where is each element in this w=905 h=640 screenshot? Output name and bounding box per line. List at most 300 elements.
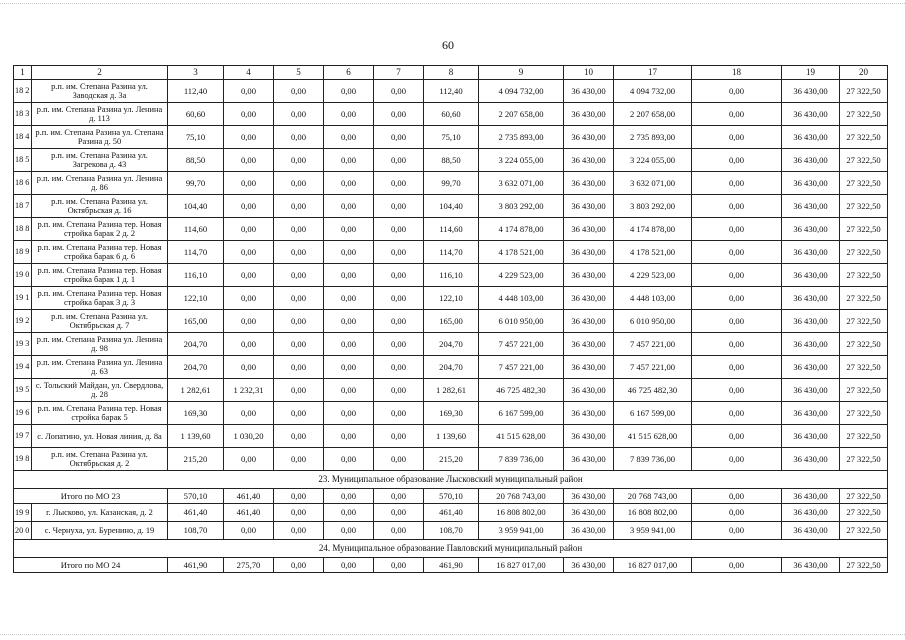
total-label: Итого по МО 23 — [14, 489, 168, 504]
total-value-cell: 0,00 — [692, 558, 782, 573]
total-value-cell: 0,00 — [274, 558, 324, 573]
total-value-cell: 16 827 017,00 — [614, 558, 692, 573]
value-cell: 204,70 — [168, 356, 224, 379]
value-cell: 0,00 — [692, 504, 782, 522]
value-cell: 46 725 482,30 — [479, 379, 564, 402]
value-cell: 27 322,50 — [840, 264, 888, 287]
value-cell: 27 322,50 — [840, 195, 888, 218]
value-cell: 108,70 — [424, 522, 479, 540]
section-heading-row — [14, 540, 888, 558]
address-cell: р.п. им. Степана Разина тер. Новая стройка барак 1 д. 1 — [32, 264, 168, 287]
value-cell: 0,00 — [692, 103, 782, 126]
value-cell: 27 322,50 — [840, 287, 888, 310]
value-cell: 0,00 — [324, 333, 374, 356]
value-cell: 6 010 950,00 — [614, 310, 692, 333]
column-header-cell: 20 — [840, 66, 888, 80]
value-cell: 0,00 — [374, 195, 424, 218]
column-header-cell: 3 — [168, 66, 224, 80]
address-cell: р.п. им. Степана Разина ул. Загрекова д. 43 — [32, 149, 168, 172]
value-cell: 108,70 — [168, 522, 224, 540]
value-cell: 36 430,00 — [564, 333, 614, 356]
row-number-cell: 19 1 — [14, 287, 32, 310]
value-cell: 0,00 — [692, 80, 782, 103]
value-cell: 4 174 878,00 — [614, 218, 692, 241]
total-value-cell: 0,00 — [374, 558, 424, 573]
scan-edge-top — [0, 3, 905, 4]
value-cell: 215,20 — [424, 448, 479, 471]
table-row — [14, 379, 888, 402]
value-cell: 0,00 — [274, 126, 324, 149]
value-cell: 3 803 292,00 — [479, 195, 564, 218]
value-cell: 0,00 — [692, 379, 782, 402]
value-cell: 0,00 — [274, 241, 324, 264]
value-cell: 2 735 893,00 — [614, 126, 692, 149]
value-cell: 0,00 — [692, 333, 782, 356]
value-cell: 27 322,50 — [840, 310, 888, 333]
value-cell: 0,00 — [274, 103, 324, 126]
value-cell: 36 430,00 — [564, 356, 614, 379]
value-cell: 0,00 — [274, 425, 324, 448]
value-cell: 16 808 802,00 — [479, 504, 564, 522]
value-cell: 0,00 — [324, 425, 374, 448]
value-cell: 4 448 103,00 — [479, 287, 564, 310]
value-cell: 0,00 — [374, 504, 424, 522]
value-cell: 36 430,00 — [564, 241, 614, 264]
value-cell: 3 959 941,00 — [479, 522, 564, 540]
value-cell: 6 167 599,00 — [614, 402, 692, 425]
column-header-cell: 6 — [324, 66, 374, 80]
value-cell: 36 430,00 — [782, 149, 840, 172]
value-cell: 0,00 — [692, 172, 782, 195]
value-cell: 0,00 — [374, 522, 424, 540]
address-cell: р.п. им. Степана Разина тер. Новая стройка барак 5 — [32, 402, 168, 425]
value-cell: 0,00 — [324, 379, 374, 402]
table-row — [14, 241, 888, 264]
value-cell: 36 430,00 — [564, 379, 614, 402]
value-cell: 0,00 — [324, 149, 374, 172]
address-cell: с. Тольский Майдан, ул. Свердлова, д. 28 — [32, 379, 168, 402]
value-cell: 0,00 — [274, 195, 324, 218]
value-cell: 36 430,00 — [564, 522, 614, 540]
row-number-cell: 19 3 — [14, 333, 32, 356]
value-cell: 1 139,60 — [168, 425, 224, 448]
value-cell: 36 430,00 — [782, 264, 840, 287]
value-cell: 3 632 071,00 — [479, 172, 564, 195]
value-cell: 7 457 221,00 — [614, 356, 692, 379]
value-cell: 36 430,00 — [564, 172, 614, 195]
table-row — [14, 218, 888, 241]
value-cell: 4 229 523,00 — [614, 264, 692, 287]
value-cell: 0,00 — [324, 356, 374, 379]
value-cell: 27 322,50 — [840, 448, 888, 471]
value-cell: 36 430,00 — [782, 379, 840, 402]
value-cell: 0,00 — [324, 241, 374, 264]
value-cell: 165,00 — [424, 310, 479, 333]
value-cell: 4 448 103,00 — [614, 287, 692, 310]
address-cell: р.п. им. Степана Разина тер. Новая стройка барак 3 д. 3 — [32, 287, 168, 310]
value-cell: 0,00 — [224, 126, 274, 149]
value-cell: 27 322,50 — [840, 241, 888, 264]
address-cell: р.п. им. Степана Разина ул. Заводская д. 3а — [32, 80, 168, 103]
value-cell: 36 430,00 — [782, 241, 840, 264]
value-cell: 114,60 — [424, 218, 479, 241]
value-cell: 4 094 732,00 — [614, 80, 692, 103]
value-cell: 0,00 — [374, 333, 424, 356]
total-value-cell: 27 322,50 — [840, 489, 888, 504]
value-cell: 112,40 — [424, 80, 479, 103]
value-cell: 0,00 — [274, 504, 324, 522]
value-cell: 0,00 — [224, 103, 274, 126]
total-value-cell: 461,40 — [224, 489, 274, 504]
table-row — [14, 103, 888, 126]
value-cell: 122,10 — [168, 287, 224, 310]
column-header-cell: 4 — [224, 66, 274, 80]
value-cell: 0,00 — [324, 218, 374, 241]
column-header-cell: 7 — [374, 66, 424, 80]
table-row — [14, 149, 888, 172]
address-cell: р.п. им. Степана Разина ул. Ленина д. 98 — [32, 333, 168, 356]
value-cell: 88,50 — [424, 149, 479, 172]
value-cell: 27 322,50 — [840, 425, 888, 448]
total-value-cell: 36 430,00 — [564, 489, 614, 504]
value-cell: 0,00 — [374, 80, 424, 103]
value-cell: 36 430,00 — [782, 80, 840, 103]
value-cell: 4 178 521,00 — [614, 241, 692, 264]
value-cell: 6 167 599,00 — [479, 402, 564, 425]
value-cell: 36 430,00 — [782, 310, 840, 333]
value-cell: 0,00 — [324, 287, 374, 310]
value-cell: 75,10 — [168, 126, 224, 149]
total-value-cell: 0,00 — [692, 489, 782, 504]
value-cell: 0,00 — [274, 80, 324, 103]
value-cell: 0,00 — [224, 195, 274, 218]
value-cell: 88,50 — [168, 149, 224, 172]
row-number-cell: 18 7 — [14, 195, 32, 218]
address-cell: р.п. им. Степана Разина ул. Ленина д. 113 — [32, 103, 168, 126]
total-value-cell: 0,00 — [374, 489, 424, 504]
row-number-cell: 20 0 — [14, 522, 32, 540]
value-cell: 0,00 — [274, 172, 324, 195]
value-cell: 36 430,00 — [782, 333, 840, 356]
value-cell: 169,30 — [168, 402, 224, 425]
table-row — [14, 448, 888, 471]
value-cell: 0,00 — [692, 241, 782, 264]
value-cell: 0,00 — [374, 218, 424, 241]
row-number-cell: 19 9 — [14, 504, 32, 522]
value-cell: 0,00 — [692, 425, 782, 448]
value-cell: 41 515 628,00 — [479, 425, 564, 448]
value-cell: 0,00 — [374, 126, 424, 149]
value-cell: 0,00 — [692, 287, 782, 310]
value-cell: 36 430,00 — [564, 448, 614, 471]
column-header-cell: 5 — [274, 66, 324, 80]
column-header-cell: 17 — [614, 66, 692, 80]
total-row — [14, 558, 888, 573]
value-cell: 1 139,60 — [424, 425, 479, 448]
table-row — [14, 504, 888, 522]
value-cell: 27 322,50 — [840, 80, 888, 103]
row-number-cell: 18 6 — [14, 172, 32, 195]
table-row — [14, 522, 888, 540]
value-cell: 36 430,00 — [564, 126, 614, 149]
total-value-cell: 27 322,50 — [840, 558, 888, 573]
value-cell: 36 430,00 — [782, 522, 840, 540]
address-cell: р.п. им. Степана Разина ул. Степана Разина д. 50 — [32, 126, 168, 149]
address-cell: с. Чернуха, ул. Буренино, д. 19 — [32, 522, 168, 540]
value-cell: 0,00 — [324, 172, 374, 195]
value-cell: 0,00 — [374, 264, 424, 287]
value-cell: 3 224 055,00 — [614, 149, 692, 172]
section-heading: 24. Муниципальное образование Павловский муниципальный район — [14, 540, 888, 558]
value-cell: 4 094 732,00 — [479, 80, 564, 103]
address-cell: р.п. им. Степана Разина тер. Новая стройка барак 6 д. 6 — [32, 241, 168, 264]
total-value-cell: 275,70 — [224, 558, 274, 573]
value-cell: 36 430,00 — [782, 103, 840, 126]
value-cell: 0,00 — [274, 379, 324, 402]
total-value-cell: 0,00 — [274, 489, 324, 504]
value-cell: 215,20 — [168, 448, 224, 471]
value-cell: 104,40 — [424, 195, 479, 218]
address-cell: с. Лопатино, ул. Новая линия, д. 8а — [32, 425, 168, 448]
table-row — [14, 333, 888, 356]
total-value-cell: 0,00 — [324, 489, 374, 504]
column-header-cell: 19 — [782, 66, 840, 80]
column-number-header — [14, 66, 888, 80]
value-cell: 36 430,00 — [782, 287, 840, 310]
value-cell: 36 430,00 — [564, 287, 614, 310]
value-cell: 114,70 — [424, 241, 479, 264]
table-row — [14, 287, 888, 310]
value-cell: 0,00 — [324, 126, 374, 149]
value-cell: 0,00 — [224, 310, 274, 333]
value-cell: 0,00 — [324, 522, 374, 540]
total-value-cell: 0,00 — [324, 558, 374, 573]
value-cell: 3 959 941,00 — [614, 522, 692, 540]
value-cell: 0,00 — [224, 80, 274, 103]
value-cell: 0,00 — [374, 448, 424, 471]
value-cell: 36 430,00 — [782, 425, 840, 448]
value-cell: 27 322,50 — [840, 126, 888, 149]
value-cell: 0,00 — [374, 287, 424, 310]
address-cell: р.п. им. Степана Разина ул. Октябрьская д. 2 — [32, 448, 168, 471]
address-cell: р.п. им. Степана Разина ул. Ленина д. 86 — [32, 172, 168, 195]
value-cell: 0,00 — [692, 402, 782, 425]
row-number-cell: 18 8 — [14, 218, 32, 241]
value-cell: 0,00 — [692, 522, 782, 540]
value-cell: 0,00 — [324, 402, 374, 425]
value-cell: 60,60 — [424, 103, 479, 126]
table-row — [14, 172, 888, 195]
value-cell: 6 010 950,00 — [479, 310, 564, 333]
value-cell: 116,10 — [424, 264, 479, 287]
value-cell: 0,00 — [274, 402, 324, 425]
value-cell: 2 207 658,00 — [479, 103, 564, 126]
value-cell: 0,00 — [224, 149, 274, 172]
value-cell: 7 457 221,00 — [614, 333, 692, 356]
total-value-cell: 16 827 017,00 — [479, 558, 564, 573]
row-number-cell: 19 0 — [14, 264, 32, 287]
value-cell: 0,00 — [324, 310, 374, 333]
value-cell: 0,00 — [324, 103, 374, 126]
value-cell: 36 430,00 — [564, 425, 614, 448]
value-cell: 0,00 — [692, 126, 782, 149]
table-row — [14, 310, 888, 333]
value-cell: 36 430,00 — [564, 149, 614, 172]
total-value-cell: 36 430,00 — [782, 558, 840, 573]
total-value-cell: 20 768 743,00 — [479, 489, 564, 504]
value-cell: 36 430,00 — [564, 402, 614, 425]
value-cell: 0,00 — [324, 504, 374, 522]
value-cell: 27 322,50 — [840, 103, 888, 126]
value-cell: 0,00 — [692, 195, 782, 218]
table-row — [14, 356, 888, 379]
value-cell: 0,00 — [374, 425, 424, 448]
table-row — [14, 80, 888, 103]
value-cell: 0,00 — [274, 287, 324, 310]
value-cell: 27 322,50 — [840, 333, 888, 356]
value-cell: 41 515 628,00 — [614, 425, 692, 448]
value-cell: 169,30 — [424, 402, 479, 425]
section-heading: 23. Муниципальное образование Лысковский муниципальный район — [14, 471, 888, 489]
value-cell: 36 430,00 — [564, 264, 614, 287]
column-header-cell: 2 — [32, 66, 168, 80]
value-cell: 0,00 — [224, 448, 274, 471]
value-cell: 0,00 — [692, 149, 782, 172]
value-cell: 122,10 — [424, 287, 479, 310]
value-cell: 0,00 — [324, 80, 374, 103]
value-cell: 0,00 — [274, 522, 324, 540]
value-cell: 0,00 — [692, 356, 782, 379]
address-cell: р.п. им. Степана Разина ул. Октябрьская д. 16 — [32, 195, 168, 218]
value-cell: 3 632 071,00 — [614, 172, 692, 195]
value-cell: 3 803 292,00 — [614, 195, 692, 218]
value-cell: 36 430,00 — [564, 310, 614, 333]
value-cell: 0,00 — [374, 356, 424, 379]
value-cell: 1 282,61 — [424, 379, 479, 402]
value-cell: 0,00 — [692, 310, 782, 333]
total-value-cell: 461,90 — [424, 558, 479, 573]
table-row — [14, 195, 888, 218]
value-cell: 0,00 — [224, 264, 274, 287]
value-cell: 0,00 — [274, 218, 324, 241]
housing-data-table — [13, 65, 888, 573]
row-number-cell: 19 2 — [14, 310, 32, 333]
total-value-cell: 461,90 — [168, 558, 224, 573]
value-cell: 36 430,00 — [564, 103, 614, 126]
row-number-cell: 18 5 — [14, 149, 32, 172]
address-cell: р.п. им. Степана Разина ул. Октябрьская д. 7 — [32, 310, 168, 333]
value-cell: 461,40 — [224, 504, 274, 522]
total-value-cell: 20 768 743,00 — [614, 489, 692, 504]
value-cell: 36 430,00 — [782, 218, 840, 241]
value-cell: 16 808 802,00 — [614, 504, 692, 522]
value-cell: 112,40 — [168, 80, 224, 103]
total-row — [14, 489, 888, 504]
value-cell: 27 322,50 — [840, 504, 888, 522]
value-cell: 4 178 521,00 — [479, 241, 564, 264]
value-cell: 114,60 — [168, 218, 224, 241]
value-cell: 7 839 736,00 — [614, 448, 692, 471]
value-cell: 27 322,50 — [840, 356, 888, 379]
value-cell: 0,00 — [274, 356, 324, 379]
column-header-cell: 9 — [479, 66, 564, 80]
value-cell: 0,00 — [224, 172, 274, 195]
value-cell: 165,00 — [168, 310, 224, 333]
value-cell: 27 322,50 — [840, 522, 888, 540]
value-cell: 27 322,50 — [840, 218, 888, 241]
value-cell: 36 430,00 — [564, 195, 614, 218]
total-value-cell: 570,10 — [168, 489, 224, 504]
value-cell: 7 839 736,00 — [479, 448, 564, 471]
value-cell: 4 174 878,00 — [479, 218, 564, 241]
value-cell: 36 430,00 — [782, 172, 840, 195]
section-heading-row — [14, 471, 888, 489]
column-header-cell: 1 — [14, 66, 32, 80]
value-cell: 36 430,00 — [782, 356, 840, 379]
value-cell: 0,00 — [274, 448, 324, 471]
value-cell: 204,70 — [424, 356, 479, 379]
value-cell: 46 725 482,30 — [614, 379, 692, 402]
column-header-cell: 18 — [692, 66, 782, 80]
value-cell: 27 322,50 — [840, 149, 888, 172]
value-cell: 204,70 — [168, 333, 224, 356]
row-number-cell: 19 5 — [14, 379, 32, 402]
value-cell: 0,00 — [274, 264, 324, 287]
value-cell: 0,00 — [324, 195, 374, 218]
table-row — [14, 126, 888, 149]
value-cell: 1 030,20 — [224, 425, 274, 448]
page-number: 60 — [442, 38, 454, 52]
value-cell: 0,00 — [692, 448, 782, 471]
value-cell: 36 430,00 — [782, 126, 840, 149]
total-value-cell: 36 430,00 — [782, 489, 840, 504]
value-cell: 0,00 — [692, 264, 782, 287]
value-cell: 27 322,50 — [840, 379, 888, 402]
row-number-cell: 19 6 — [14, 402, 32, 425]
column-header-cell: 10 — [564, 66, 614, 80]
value-cell: 0,00 — [374, 402, 424, 425]
value-cell: 36 430,00 — [564, 218, 614, 241]
value-cell: 36 430,00 — [782, 504, 840, 522]
value-cell: 27 322,50 — [840, 172, 888, 195]
value-cell: 114,70 — [168, 241, 224, 264]
column-header-cell: 8 — [424, 66, 479, 80]
value-cell: 0,00 — [374, 149, 424, 172]
value-cell: 0,00 — [274, 333, 324, 356]
value-cell: 116,10 — [168, 264, 224, 287]
value-cell: 0,00 — [274, 310, 324, 333]
row-number-cell: 18 4 — [14, 126, 32, 149]
value-cell: 0,00 — [324, 448, 374, 471]
value-cell: 104,40 — [168, 195, 224, 218]
value-cell: 7 457 221,00 — [479, 356, 564, 379]
address-cell: р.п. им. Степана Разина ул. Ленина д. 63 — [32, 356, 168, 379]
value-cell: 1 232,31 — [224, 379, 274, 402]
value-cell: 60,60 — [168, 103, 224, 126]
address-cell: р.п. им. Степана Разина тер. Новая стройка барак 2 д. 2 — [32, 218, 168, 241]
row-number-cell: 18 3 — [14, 103, 32, 126]
value-cell: 4 229 523,00 — [479, 264, 564, 287]
value-cell: 0,00 — [692, 218, 782, 241]
value-cell: 7 457 221,00 — [479, 333, 564, 356]
value-cell: 75,10 — [424, 126, 479, 149]
value-cell: 204,70 — [424, 333, 479, 356]
value-cell: 36 430,00 — [782, 402, 840, 425]
value-cell: 0,00 — [374, 103, 424, 126]
total-label: Итого по МО 24 — [14, 558, 168, 573]
value-cell: 0,00 — [224, 218, 274, 241]
value-cell: 99,70 — [168, 172, 224, 195]
